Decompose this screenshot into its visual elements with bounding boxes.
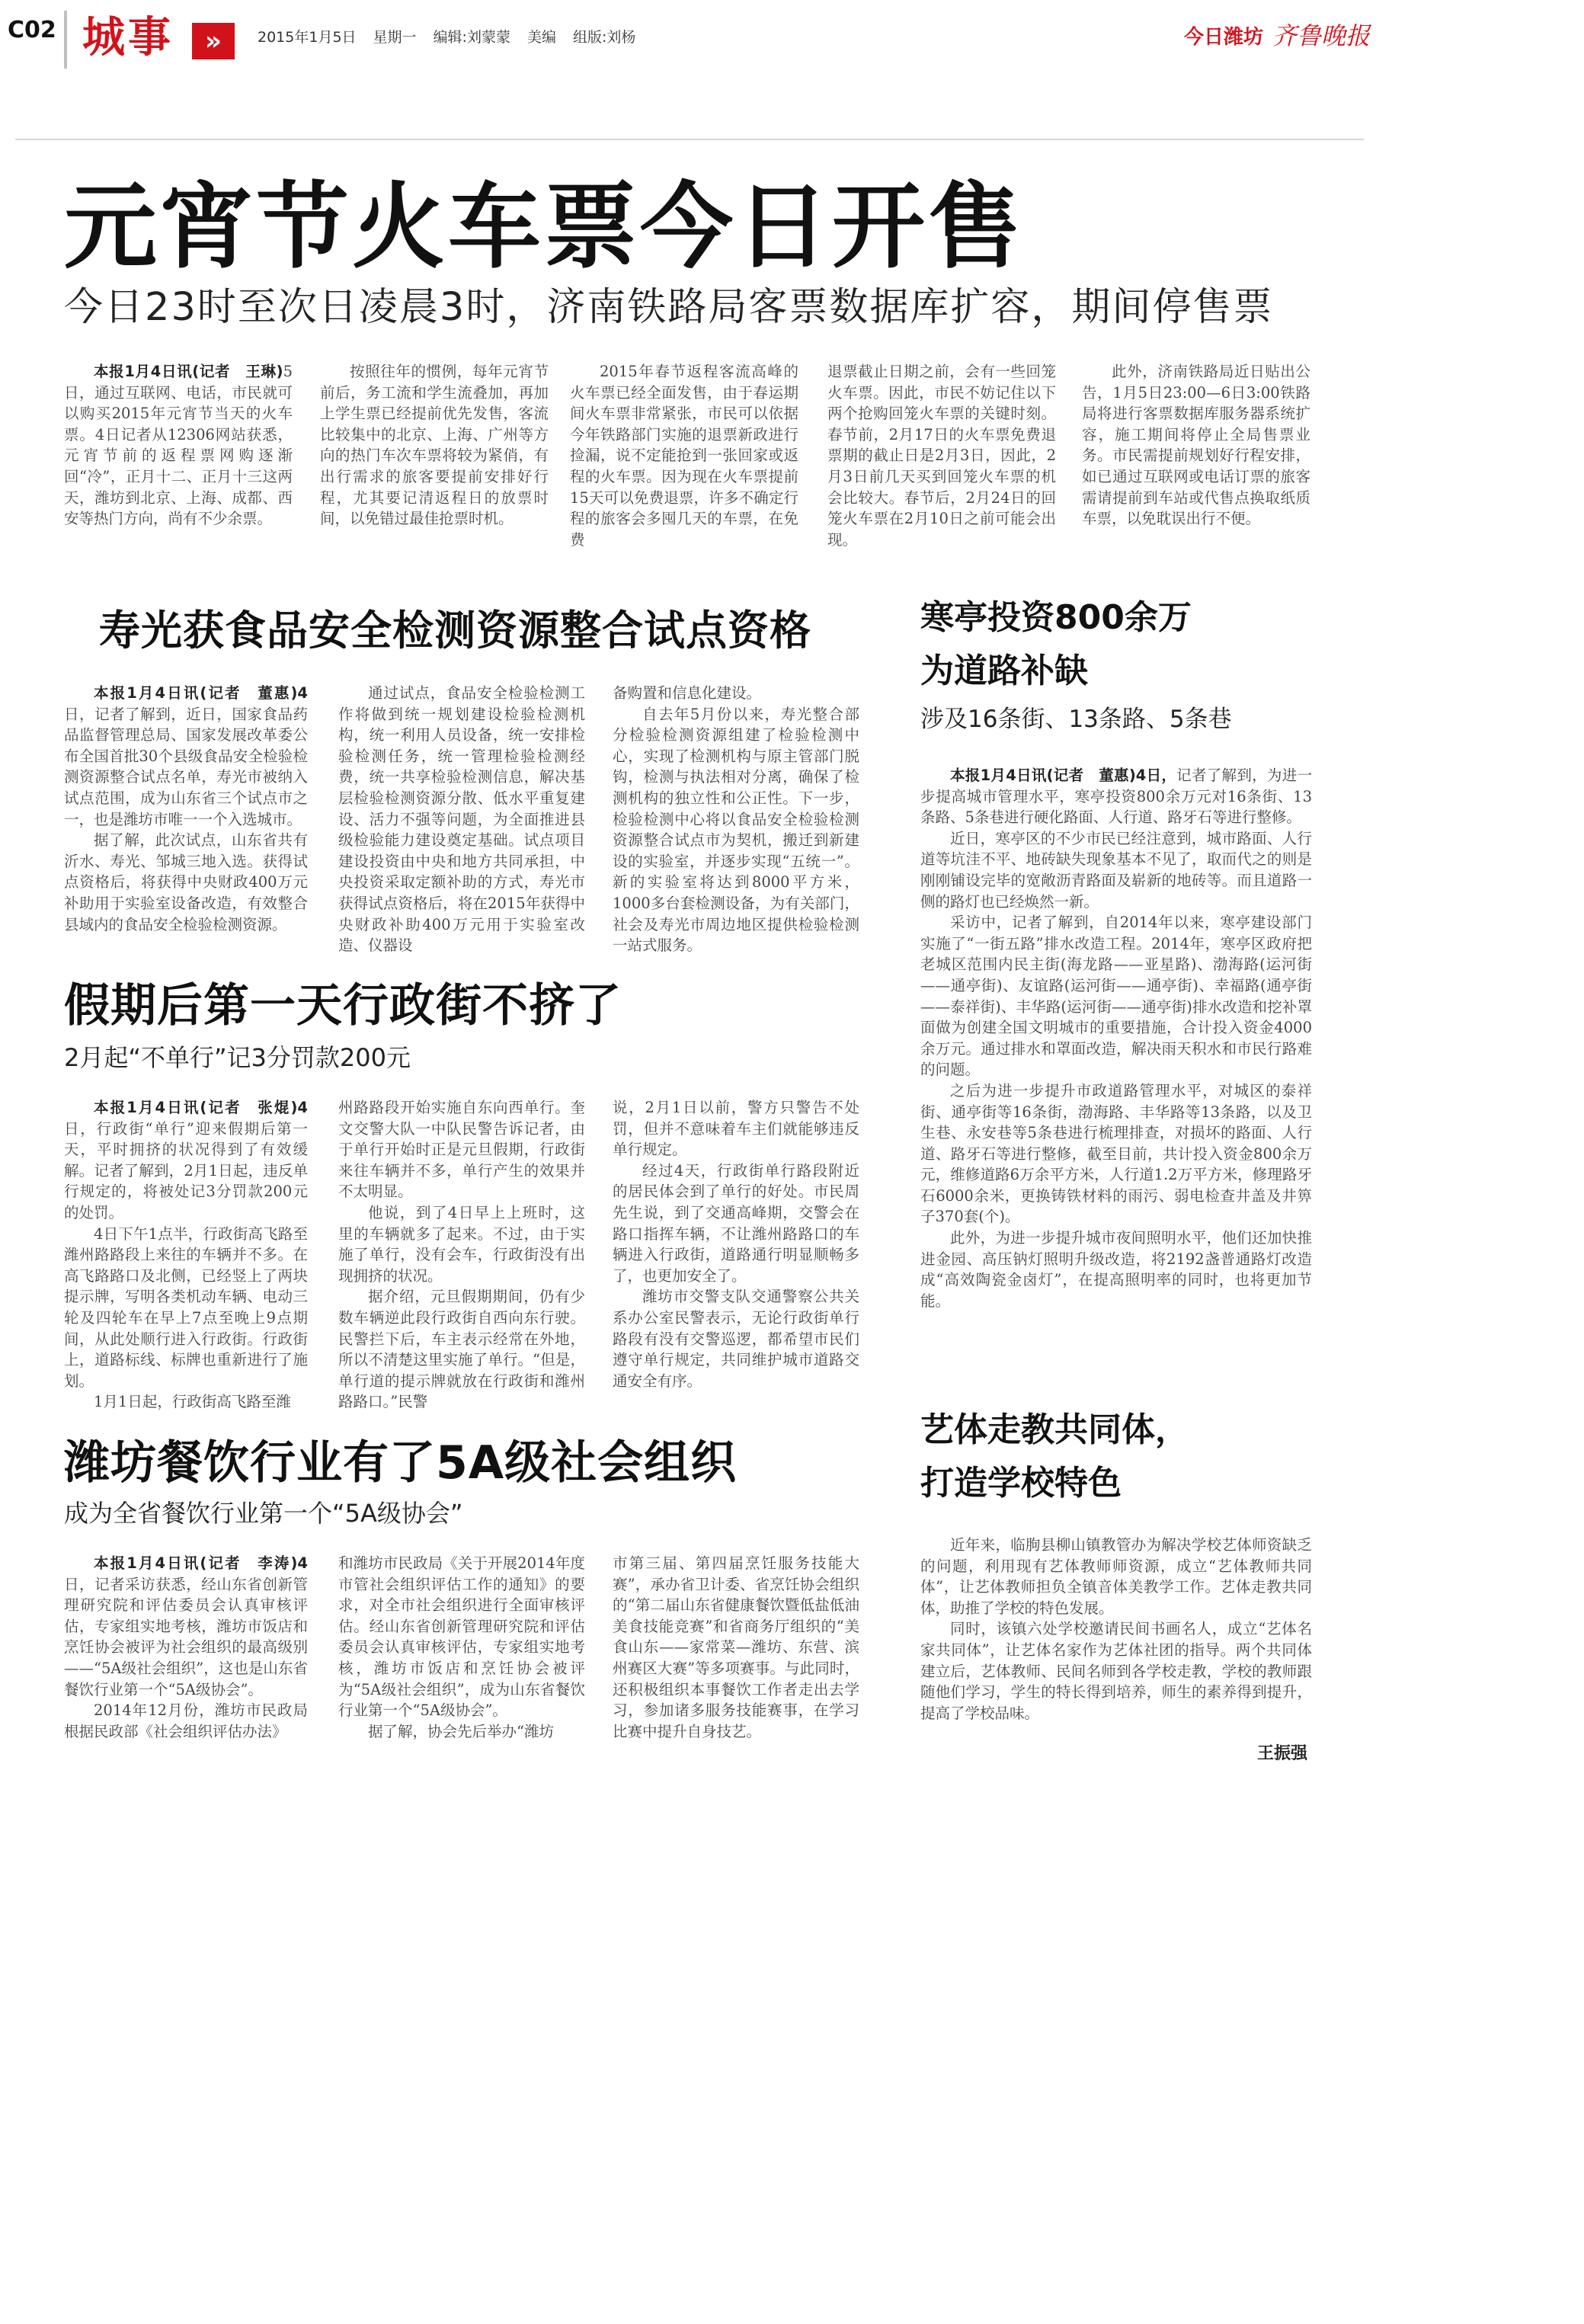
story5-body xyxy=(920,765,1312,1311)
subheadline-hanting: 涉及16条街、13条路、5条巷 xyxy=(920,706,1232,733)
story3-text-3: 说，2月1日以前，警方只警告不处罚，但并不意味着车主们就能够违反单行规定。 xyxy=(613,1099,859,1159)
headline-lantern-tickets: 元宵节火车票今日开售 xyxy=(64,173,1024,281)
story1-col-3 xyxy=(570,361,798,550)
story3-lead: 本报1月4日讯(记者 张焜)4 xyxy=(94,1099,308,1116)
story1-lead: 本报1月4日讯(记者 王琳) xyxy=(94,363,283,380)
story5-lead: 本报1月4日讯(记者 董惠)4日， xyxy=(950,767,1177,784)
story5-text-3: 采访中，记者了解到，自2014年以来，寒亭建设部门实施了“一街五路”排水改造工程。2014年，寒亭区政府把老城区范围内民主街(海龙路——亚星路)、渤海路(运河街——通亭街)、友谊路(运河街——通亭街)、幸福路(通亭街——泰祥街)、丰华路(运河街——通亭街)排水改造和挖补罩面做为创建全国文明城市的重要措施，合计投入资金4000余万元。通过排水和罩面改造，解决雨天积水和市民行路难的问题。 xyxy=(920,914,1312,1079)
proof-credit: 组版:刘杨 xyxy=(572,29,636,46)
story4-text-1b: 2014年12月份，潍坊市民政局根据民政部《社会组织评估办法》 xyxy=(64,1701,308,1740)
story1-text-1: 5日，通过互联网、电话，市民就可以购买2015年元宵节当天的火车票。4日记者从12306网站获悉，元宵节前的返程票网购逐渐回“冷”，正月十二、正月十三这两天，潍坊到北京、上海、成都、西安等热门方向，尚有不少余票。 xyxy=(64,363,293,528)
header-meta xyxy=(258,26,652,46)
headline-arts-line-2: 打造学校特色 xyxy=(920,1464,1122,1503)
story2-col-2 xyxy=(338,683,585,956)
story3-text-3c: 潍坊市交警支队交通警察公共关系办公室民警表示，无论行政街单行路段有没有交警巡逻，都希望市民们遵守单行规定，共同维护城市道路交通安全有序。 xyxy=(613,1288,859,1390)
story2-text-1b: 据了解，此次试点，山东省共有沂水、寿光、邹城三地入选。获得试点资格后，将获得中央财政400万元补助用于实验室设备改造，有效整合县域内的食品安全检验检测资源。 xyxy=(64,831,308,933)
headline-hanting-line-1: 寒亭投资800余万 xyxy=(920,598,1192,637)
story5-text-5: 此外，为进一步提升城市夜间照明水平，他们还加快推进金园、高压钠灯照明升级改造，将2192盏普通路灯改造成“高效陶瓷金卤灯”，在提高照明率的同时，也将更加节能。 xyxy=(920,1229,1312,1310)
editor-credit: 编辑:刘蒙蒙 xyxy=(433,29,510,46)
headline-xingzheng-street: 假期后第一天行政街不挤了 xyxy=(64,979,622,1032)
subheadline-lantern-tickets: 今日23时至次日凌晨3时，济南铁路局客票数据库扩容，期间停售票 xyxy=(64,285,1274,330)
story2-text-3: 备购置和信息化建设。 xyxy=(613,684,762,702)
story5-text-1: 记者了解到，为进一步提高城市管理水平，寒亭投资800余万元对16条街、13条路、5条巷进行硬化路面、人行道、路牙石等进行整修。 xyxy=(920,767,1312,827)
story2-text-2: 通过试点，食品安全检验检测工作将做到统一规划建设检验检测机构，统一利用人员设备，统一安排检验检测任务，统一管理检验检测经费，统一共享检验检测信息，解决基层检验检测资源分散、低水平重复建设、活力不强等问题，为全面推进县级检验能力建设奠定基础。试点项目建设投资由中央和地方共同承担，中央投资采取定额补助的方式，寿光市获得试点资格后，将在2015年获得中央财政补助400万元用于实验室改造、仪器设 xyxy=(338,684,585,955)
story4-text-3: 市第三届、第四届烹饪服务技能大赛”，承办省卫计委、省烹饪协会组织的“第二届山东省健康餐饮暨低盐低油美食技能竞赛”和省商务厅组织的“美食山东——家常菜—潍坊、东营、滨州赛区大赛”等多项赛事。与此同时，还积极组织本事餐饮工作者走出去学习，参加诸多服务技能赛事，在学习比赛中提升自身技艺。 xyxy=(613,1554,859,1740)
story3-text-2: 州路路段开始实施自东向西单行。奎文交警大队一中队民警告诉记者，由于单行开始时正是元旦假期，行政街来往车辆并不多，单行产生的效果并不太明显。 xyxy=(338,1099,585,1201)
section-title: 城事 xyxy=(82,13,174,62)
story1-text-2: 按照往年的惯例，每年元宵节前后，务工流和学生流叠加，再加上学生票已经提前优先发售，客流比较集中的北京、上海、广州等方向的热门车次车票将较为紧俏，有出行需求的旅客要提前安排好行程，尤其要记清返程日的放票时间，以免错过最佳抢票时机。 xyxy=(320,363,549,528)
story3-text-3b: 经过4天，行政街单行路段附近的居民体会到了单行的好处。市民周先生说，到了交通高峰期，交警会在路口指挥车辆，不让潍州路路口的车辆进入行政街，道路通行明显顺畅多了，也更加安全了。 xyxy=(613,1161,859,1285)
story3-text-1: 日，行政街“单行”迎来假期后第一天，平时拥挤的状况得到了有效缓解。记者了解到，2月1日起，违反单行规定的，将被处记3分罚款200元的处罚。 xyxy=(64,1119,308,1221)
story2-col-1 xyxy=(64,683,308,935)
story1-col-5 xyxy=(1082,361,1310,530)
subheadline-xingzheng-street: 2月起“不单行”记3分罚款200元 xyxy=(64,1043,411,1072)
story3-text-1c: 1月1日起，行政街高飞路至潍 xyxy=(94,1393,291,1411)
story6-author: 王振强 xyxy=(1257,1744,1308,1763)
story4-text-1: 日，记者采访获悉，经山东省创新管理研究院和评估委员会认真审核评估，专家组实地考核，潍坊市饭店和烹饪协会被评为社会组织的最高级别——“5A级社会组织”，这也是山东省餐饮行业第一个“5A级协会”。 xyxy=(64,1575,308,1698)
headline-shouguang-food: 寿光获食品安全检测资源整合试点资格 xyxy=(99,607,811,655)
story3-text-2c: 据介绍，元旦假期期间，仍有少数车辆逆此段行政街自西向东行驶。民警拦下后，车主表示经常在外地，所以不清楚这里实施了单行。“但是，单行道的提示牌就放在行政街和潍州路路口。”民警 xyxy=(338,1288,585,1411)
story4-text-2b: 据了解，协会先后举办“潍坊 xyxy=(368,1722,554,1740)
story3-text-1b: 4日下午1点半，行政街高飞路至潍州路路段上来往的车辆并不多。在高飞路路口及北侧，已经竖上了两块提示牌，写明各类机动车辆、电动三轮及四轮车在早上7点至晚上9点期间，从此处顺行进入行政街。行政街上，道路标线、标牌也重新进行了施划。 xyxy=(64,1224,308,1390)
story4-text-2: 和潍坊市民政局《关于开展2014年度市管社会组织评估工作的通知》的要求，对全市社会组织进行全面审核评估。经山东省创新管理研究院和评估委员会认真审核评估，专家组实地考核，潍坊市饭店和烹饪协会被评为“5A级社会组织”，成为山东省餐饮行业第一个“5A级协会”。 xyxy=(338,1554,585,1720)
story5-text-2: 近日，寒亭区的不少市民已经注意到，城市路面、人行道等坑洼不平、地砖缺失现象基本不见了，取而代之的则是刚刚铺设完毕的宽敞沥青路面及崭新的地砖等。而且道路一侧的路灯也已经焕然一新。 xyxy=(920,829,1312,911)
header-divider xyxy=(64,11,67,69)
story1-col-4 xyxy=(827,361,1056,550)
story4-lead: 本报1月4日讯(记者 李涛)4 xyxy=(94,1554,308,1572)
subheadline-weifang-catering: 成为全省餐饮行业第一个“5A级协会” xyxy=(64,1499,463,1528)
story6-text-1: 近年来，临朐县柳山镇教管办为解决学校艺体师资缺乏的问题，利用现有艺体教师师资源，成立“艺体教师共同体”，让艺体教师担负全镇音体美教学工作。艺体走教共同体，助推了学校的特色发展。 xyxy=(920,1536,1312,1617)
story6-body xyxy=(920,1535,1312,1724)
story6-text-2: 同时，该镇六处学校邀请民间书画名人，成立“艺体名家共同体”，让艺体名家作为艺体社团的指导。两个共同体建立后，艺体教师、民间名师到各学校走教，学校的教师跟随他们学习，学生的特长得到培养，师生的素养得到提升，提高了学校品味。 xyxy=(920,1620,1312,1722)
section-arrow-icon: » xyxy=(192,23,235,59)
headline-hanting-line-2: 为道路补缺 xyxy=(920,651,1088,690)
art-credit: 美编 xyxy=(526,29,556,46)
story3-col-1 xyxy=(64,1097,308,1413)
story3-col-3 xyxy=(613,1097,859,1391)
headline-arts-line-1: 艺体走教共同体， xyxy=(920,1410,1189,1449)
story4-col-3 xyxy=(613,1553,859,1742)
page-number: C02 xyxy=(8,17,56,43)
newspaper-logo: 齐鲁晚报 xyxy=(1272,21,1371,50)
story4-col-1 xyxy=(64,1553,308,1742)
headline-weifang-catering: 潍坊餐饮行业有了5A级社会组织 xyxy=(64,1436,738,1490)
issue-weekday: 星期一 xyxy=(373,29,417,46)
story2-text-1: 日，记者了解到，近日，国家食品药品监督管理总局、国家发展改革委公布全国首批30个县级食品安全检验检测资源整合试点名单，寿光市被纳入试点范围，成为山东省三个试点市之一，也是潍坊市唯一一个入选城市。 xyxy=(64,705,308,828)
story5-text-4: 之后为进一步提升市政道路管理水平，对城区的泰祥街、通亭街等16条街，渤海路、丰华路等13条路，以及卫生巷、永安巷等5条巷进行梳理排查，对损坏的路面、人行道、路牙石等进行整修，截至目前，共计投入资金800余万元，维修道路6万余平方米，人行道1.2万平方米，修理路牙石6000余米，更换铸铁材料的雨污、弱电检查井盖及井箅子370套(个)。 xyxy=(920,1081,1312,1226)
story4-col-2 xyxy=(338,1553,585,1742)
story1-text-4: 退票截止日期之前，会有一些回笼火车票。因此，市民不妨记住以下两个抢购回笼火车票的关键时刻。春节前，2月17日的火车票免费退票期的截止日是2月3日，因此，2月3日前几天买到回笼火车票的机会比较大。春节后，2月24日的回笼火车票在2月10日之前可能会出现。 xyxy=(827,363,1056,549)
header-rule xyxy=(15,139,1364,140)
story2-lead: 本报1月4日讯(记者 董惠)4 xyxy=(94,684,308,702)
story1-col-1 xyxy=(64,361,293,530)
brand-name: 今日潍坊 xyxy=(1184,26,1264,49)
story2-text-3b: 自去年5月份以来，寿光整合部分检验检测资源组建了检验检测中心，实现了检测机构与原主管部门脱钩，检测与执法相对分离，确保了检测机构的独立性和公正性。下一步，检验检测中心将以食品安全检验检测资源整合试点市为契机，搬迁到新建设的实验室，并逐步实现“五统一”。新的实验室将达到8000平方米，1000多台套检测设备，为有关部门，社会及寿光市周边地区提供检验检测一站式服务。 xyxy=(613,705,859,955)
story1-col-2 xyxy=(320,361,549,530)
story1-text-5: 此外，济南铁路局近日贴出公告，1月5日23:00—6日3:00铁路局将进行客票数据库服务器系统扩容，施工期间将停止全局售票业务。市民需提前规划好行程安排，如已通过互联网或电话订票的旅客需请提前到车站或代售点换取纸质车票，以免耽误出行不便。 xyxy=(1082,363,1310,528)
story3-col-2 xyxy=(338,1097,585,1413)
story2-col-3 xyxy=(613,683,859,956)
story3-text-2b: 他说，到了4日早上上班时，这里的车辆就多了起来。不过，由于实施了单行，没有会车，行政街没有出现拥挤的状况。 xyxy=(338,1203,585,1285)
issue-date: 2015年1月5日 xyxy=(258,29,357,46)
story1-text-3: 2015年春节返程客流高峰的火车票已经全面发售，由于春运期间火车票非常紧张，市民可以依据今年铁路部门实施的退票新政进行捡漏，说不定能抢到一张回家或返程的火车票。因为现在火车票提前15天可以免费退票，许多不确定行程的旅客会多囤几天的车票，在免费 xyxy=(570,363,798,549)
